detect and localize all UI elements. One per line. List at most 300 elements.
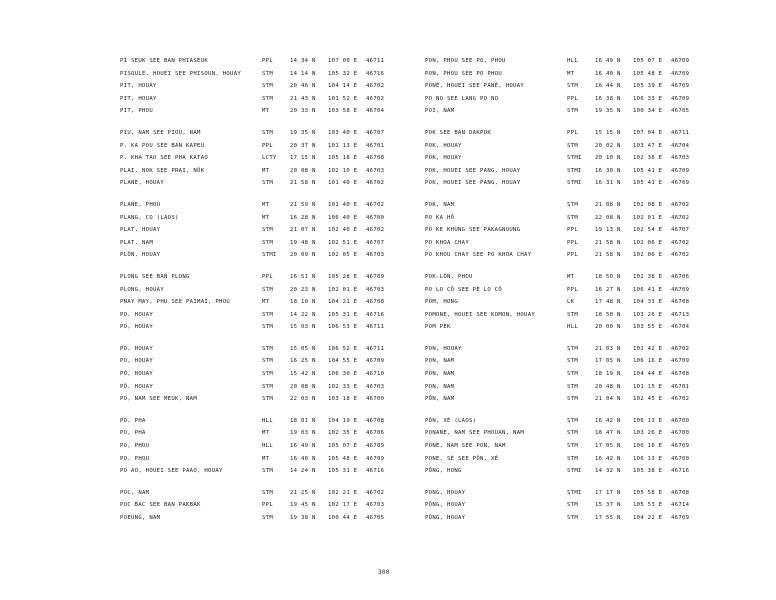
map-sheet: 46705 bbox=[366, 515, 385, 521]
feature-type: STM bbox=[262, 324, 274, 331]
feature-type: STM bbox=[262, 396, 274, 403]
latitude: 16 49 N bbox=[290, 443, 316, 450]
entry-group bbox=[120, 487, 390, 525]
longitude: 105 41 E bbox=[633, 180, 663, 187]
longitude: 104 44 E bbox=[633, 371, 663, 378]
map-sheet: 46702 bbox=[671, 239, 690, 246]
place-name: PO, NAM SEE MEUK, NAM bbox=[120, 396, 198, 403]
entry-group bbox=[120, 199, 390, 262]
longitude: 104 14 E bbox=[328, 83, 358, 90]
feature-type: HLL bbox=[262, 417, 274, 424]
longitude: 102 35 E bbox=[328, 430, 358, 437]
gazetteer-entry bbox=[425, 165, 695, 178]
longitude: 106 52 E bbox=[328, 345, 358, 352]
place-name: POC, NAM bbox=[120, 489, 150, 496]
longitude: 105 48 E bbox=[633, 70, 663, 77]
map-sheet: 46702 bbox=[366, 227, 385, 234]
feature-type: PPL bbox=[567, 227, 579, 234]
gazetteer-entry bbox=[425, 177, 695, 190]
place-name: PLONG SEE BAN PLONG bbox=[120, 273, 190, 280]
feature-type: STM bbox=[262, 345, 274, 352]
place-name: PO, HOUAY bbox=[120, 311, 154, 318]
longitude: 102 06 E bbox=[633, 239, 663, 246]
gazetteer-entry bbox=[425, 465, 695, 478]
feature-type: PPL bbox=[567, 95, 579, 102]
gazetteer-entry bbox=[425, 343, 695, 356]
place-name: PLANG, CO (LAOS) bbox=[120, 214, 179, 221]
feature-type: STM bbox=[567, 311, 579, 318]
gazetteer-entry bbox=[425, 212, 695, 225]
feature-type: MT bbox=[262, 299, 270, 306]
latitude: 18 01 N bbox=[290, 417, 316, 424]
gazetteer-entry bbox=[120, 465, 390, 478]
latitude: 22 08 N bbox=[595, 214, 621, 221]
longitude: 102 10 E bbox=[328, 167, 358, 174]
longitude: 103 58 E bbox=[328, 108, 358, 115]
entry-group bbox=[425, 199, 695, 262]
feature-type: MT bbox=[262, 108, 270, 115]
feature-type: STM bbox=[262, 83, 274, 90]
latitude: 19 45 N bbox=[290, 502, 316, 509]
latitude: 21 25 N bbox=[290, 489, 316, 496]
gazetteer-entry bbox=[425, 355, 695, 368]
map-sheet: 46701 bbox=[366, 142, 385, 149]
latitude: 14 24 N bbox=[290, 468, 316, 475]
map-sheet: 46703 bbox=[366, 286, 385, 293]
map-sheet: 46711 bbox=[366, 345, 385, 352]
entry-group bbox=[120, 415, 390, 478]
longitude: 102 33 E bbox=[328, 383, 358, 390]
latitude: 15 05 N bbox=[290, 345, 316, 352]
entry-group bbox=[120, 127, 390, 190]
place-name: PO NO SEE LANG PO NO bbox=[425, 95, 499, 102]
place-name: PON, NAM bbox=[425, 371, 455, 378]
map-sheet: 46703 bbox=[671, 155, 690, 162]
latitude: 15 37 N bbox=[595, 502, 621, 509]
longitude: 103 26 E bbox=[633, 311, 663, 318]
feature-type: STM bbox=[262, 95, 274, 102]
map-sheet: 46703 bbox=[366, 383, 385, 390]
map-sheet: 46702 bbox=[366, 95, 385, 102]
place-name: PO AO, HOUEI SEE PAAO, HOUAY bbox=[120, 468, 223, 475]
gazetteer-entry bbox=[120, 271, 390, 284]
map-sheet: 46710 bbox=[366, 371, 385, 378]
map-sheet: 46716 bbox=[366, 311, 385, 318]
place-name: PI SEUK SEE BAN PHIASEUK bbox=[120, 58, 209, 64]
map-sheet: 46707 bbox=[671, 227, 690, 234]
place-name: POI, NAM bbox=[425, 108, 455, 115]
gazetteer-entry bbox=[120, 199, 390, 212]
place-name: POM PÈK bbox=[425, 324, 451, 331]
latitude: 20 10 N bbox=[595, 155, 621, 162]
feature-type: PPL bbox=[567, 252, 579, 259]
longitude: 101 40 E bbox=[328, 180, 358, 187]
map-sheet: 46709 bbox=[671, 515, 690, 521]
gazetteer-entry bbox=[120, 93, 390, 106]
gazetteer-entry bbox=[425, 127, 695, 140]
feature-type: MT bbox=[567, 70, 575, 77]
gazetteer-entry bbox=[425, 271, 695, 284]
gazetteer-entry bbox=[425, 140, 695, 153]
feature-type: STM bbox=[567, 371, 579, 378]
feature-type: STM bbox=[262, 468, 274, 475]
map-sheet: 46702 bbox=[671, 201, 690, 208]
place-name: PLAT, NAM bbox=[120, 239, 154, 246]
place-name: PÔNG, HOUAY bbox=[425, 502, 466, 509]
place-name: POK SEE BAN DAKPOK bbox=[425, 129, 492, 136]
longitude: 102 01 E bbox=[633, 214, 663, 221]
latitude: 20 37 N bbox=[290, 142, 316, 149]
place-name: PONG, HOUAY bbox=[425, 489, 466, 496]
feature-type: LCTY bbox=[262, 155, 277, 162]
map-sheet: 46716 bbox=[366, 468, 385, 475]
map-sheet: 46709 bbox=[671, 167, 690, 174]
longitude: 105 32 E bbox=[328, 70, 358, 77]
longitude: 102 17 E bbox=[328, 502, 358, 509]
latitude: 15 03 N bbox=[290, 324, 316, 331]
entry-group bbox=[425, 343, 695, 406]
latitude: 16 44 N bbox=[595, 83, 621, 90]
left-column bbox=[120, 55, 390, 534]
place-name: PO, PHOU bbox=[120, 443, 150, 450]
latitude: 17 55 N bbox=[595, 515, 621, 521]
feature-type: STM bbox=[262, 239, 274, 246]
feature-type: PPL bbox=[567, 286, 579, 293]
place-name: PO, HOUAY bbox=[120, 345, 154, 352]
feature-type: STM bbox=[262, 371, 274, 378]
gazetteer-entry bbox=[425, 199, 695, 212]
place-name: PLAI, NOK SEE PRAI, NÔK bbox=[120, 167, 205, 174]
feature-type: STM bbox=[567, 430, 579, 437]
feature-type: LK bbox=[567, 299, 575, 306]
map-sheet: 46711 bbox=[671, 129, 690, 136]
map-sheet: 46700 bbox=[671, 430, 690, 437]
map-sheet: 46707 bbox=[366, 239, 385, 246]
entry-group bbox=[425, 271, 695, 334]
map-sheet: 46703 bbox=[366, 167, 385, 174]
feature-type: MT bbox=[262, 430, 270, 437]
longitude: 105 39 E bbox=[633, 83, 663, 90]
latitude: 19 38 N bbox=[290, 515, 316, 521]
feature-type: STM bbox=[567, 455, 579, 462]
longitude: 102 40 E bbox=[328, 227, 358, 234]
longitude: 105 41 E bbox=[633, 167, 663, 174]
place-name: PO KHOU CHAY SEE PO KHOA CHAY bbox=[425, 252, 532, 259]
longitude: 105 28 E bbox=[328, 273, 358, 280]
gazetteer-entry bbox=[425, 427, 695, 440]
place-name: PO, PHOU bbox=[120, 455, 150, 462]
longitude: 102 08 E bbox=[633, 201, 663, 208]
feature-type: STM bbox=[567, 515, 579, 521]
map-sheet: 46709 bbox=[671, 358, 690, 365]
longitude: 104 21 E bbox=[328, 299, 358, 306]
map-sheet: 46702 bbox=[366, 83, 385, 90]
place-name: PÔ, HOUAY bbox=[120, 383, 154, 390]
gazetteer-entry bbox=[120, 499, 390, 512]
gazetteer-entry bbox=[425, 68, 695, 81]
place-name: PLONG, HOUAY bbox=[120, 286, 165, 293]
entry-group bbox=[120, 343, 390, 406]
feature-type: STM bbox=[262, 489, 274, 496]
longitude: 107 04 E bbox=[633, 129, 663, 136]
gazetteer-entry bbox=[120, 165, 390, 178]
gazetteer-entry bbox=[120, 512, 390, 525]
feature-type: STM bbox=[567, 396, 579, 403]
map-sheet: 46716 bbox=[366, 70, 385, 77]
gazetteer-entry bbox=[120, 237, 390, 250]
latitude: 16 42 N bbox=[595, 417, 621, 424]
longitude: 106 16 E bbox=[633, 358, 663, 365]
longitude: 105 38 E bbox=[633, 468, 663, 475]
gazetteer-entry bbox=[425, 309, 695, 322]
place-name: PÔNG, HONG bbox=[425, 468, 462, 475]
place-name: PÔ, HOUAY bbox=[120, 371, 154, 378]
longitude: 102 42 E bbox=[633, 345, 663, 352]
latitude: 14 32 N bbox=[595, 468, 621, 475]
latitude: 16 38 N bbox=[595, 95, 621, 102]
map-sheet: 46709 bbox=[671, 83, 690, 90]
longitude: 105 58 E bbox=[633, 489, 663, 496]
latitude: 20 09 N bbox=[290, 252, 316, 259]
place-name: PLANE, PHOU bbox=[120, 201, 161, 208]
longitude: 103 26 E bbox=[633, 430, 663, 437]
gazetteer-entry bbox=[425, 284, 695, 297]
entry-group bbox=[120, 55, 390, 118]
longitude: 101 52 E bbox=[328, 95, 358, 102]
page-number: 300 bbox=[378, 569, 390, 576]
map-sheet: 46708 bbox=[366, 417, 385, 424]
feature-type: MT bbox=[262, 455, 270, 462]
longitude: 106 41 E bbox=[633, 286, 663, 293]
feature-type: MT bbox=[567, 273, 575, 280]
feature-type: HLL bbox=[567, 324, 579, 331]
place-name: PON, PHOU SEE PO, PHOU bbox=[425, 58, 506, 64]
gazetteer-entry bbox=[425, 105, 695, 118]
longitude: 103 40 E bbox=[328, 129, 358, 136]
map-sheet: 46716 bbox=[671, 468, 690, 475]
feature-type: PPL bbox=[262, 142, 274, 149]
gazetteer-entry bbox=[120, 212, 390, 225]
place-name: POK, HOUEI SEE PANG, HOUAY bbox=[425, 180, 521, 187]
latitude: 21 03 N bbox=[595, 345, 621, 352]
gazetteer-entry bbox=[120, 393, 390, 406]
place-name: PÔNG, HOUAY bbox=[425, 515, 466, 521]
place-name: PONANE, NAM SEE PHOUAN, NAM bbox=[425, 430, 525, 437]
map-sheet: 46709 bbox=[671, 286, 690, 293]
feature-type: PPL bbox=[262, 502, 274, 509]
place-name: POM, HONG bbox=[425, 299, 459, 306]
place-name: PNAY MAY, PHU SEE PAIMAI, PHOU bbox=[120, 299, 231, 306]
longitude: 105 18 E bbox=[328, 155, 358, 162]
place-name: PISOULE, HOUEI SEE PHISOUN, HOUAY bbox=[120, 70, 242, 77]
place-name: PÔN, XÉ (LAOS) bbox=[425, 417, 477, 424]
place-name: POK, HOUEI SEE PANG, HOUAY bbox=[425, 167, 521, 174]
map-sheet: 46702 bbox=[366, 180, 385, 187]
latitude: 19 35 N bbox=[290, 129, 316, 136]
map-sheet: 46704 bbox=[671, 142, 690, 149]
feature-type: STMI bbox=[567, 468, 582, 475]
gazetteer-entry bbox=[425, 224, 695, 237]
gazetteer-entry bbox=[120, 80, 390, 93]
latitude: 21 43 N bbox=[290, 95, 316, 102]
feature-type: STM bbox=[567, 443, 579, 450]
gazetteer-entry bbox=[120, 224, 390, 237]
feature-type: STM bbox=[567, 83, 579, 90]
map-sheet: 46706 bbox=[366, 430, 385, 437]
longitude: 101 40 E bbox=[328, 201, 358, 208]
place-name: PO, PHA bbox=[120, 417, 146, 424]
feature-type: MT bbox=[262, 214, 270, 221]
place-name: POMONE, HOUEI SEE KOMON, HOUAY bbox=[425, 311, 536, 318]
feature-type: STM bbox=[567, 201, 579, 208]
map-sheet: 46706 bbox=[671, 273, 690, 280]
longitude: 106 40 E bbox=[328, 214, 358, 221]
map-sheet: 46711 bbox=[366, 324, 385, 331]
feature-type: STM bbox=[262, 358, 274, 365]
map-sheet: 46700 bbox=[366, 396, 385, 403]
latitude: 16 30 N bbox=[595, 167, 621, 174]
place-name: PIT, HOUAY bbox=[120, 95, 157, 102]
latitude: 16 25 N bbox=[290, 358, 316, 365]
feature-type: STM bbox=[567, 214, 579, 221]
latitude: 20 00 N bbox=[595, 324, 621, 331]
entry-group bbox=[425, 415, 695, 478]
longitude: 105 53 E bbox=[633, 502, 663, 509]
map-sheet: 46702 bbox=[366, 489, 385, 496]
entry-group bbox=[120, 271, 390, 334]
latitude: 20 08 N bbox=[290, 383, 316, 390]
gazetteer-entry bbox=[120, 177, 390, 190]
gazetteer-entry bbox=[425, 381, 695, 394]
place-name: PO, HOUAY bbox=[120, 358, 154, 365]
feature-type: STMI bbox=[262, 252, 277, 259]
place-name: PON, NAM bbox=[425, 358, 455, 365]
longitude: 102 01 E bbox=[328, 286, 358, 293]
latitude: 18 19 N bbox=[595, 371, 621, 378]
gazetteer-entry bbox=[120, 343, 390, 356]
place-name: PO, HOUAY bbox=[120, 324, 154, 331]
longitude: 103 47 E bbox=[633, 142, 663, 149]
map-sheet: 46714 bbox=[671, 502, 690, 509]
gazetteer-entry bbox=[120, 415, 390, 428]
feature-type: STMI bbox=[567, 167, 582, 174]
feature-type: STM bbox=[262, 70, 274, 77]
map-sheet: 46700 bbox=[671, 455, 690, 462]
longitude: 106 16 E bbox=[633, 443, 663, 450]
longitude: 105 31 E bbox=[328, 311, 358, 318]
entry-group bbox=[425, 127, 695, 190]
latitude: 17 05 N bbox=[595, 443, 621, 450]
latitude: 16 40 N bbox=[595, 70, 621, 77]
gazetteer-entry bbox=[120, 105, 390, 118]
feature-type: PPL bbox=[567, 239, 579, 246]
latitude: 18 47 N bbox=[595, 430, 621, 437]
map-sheet: 46705 bbox=[671, 108, 690, 115]
gazetteer-entry bbox=[425, 415, 695, 428]
latitude: 18 50 N bbox=[595, 311, 621, 318]
gazetteer-entry bbox=[425, 296, 695, 309]
feature-type: MT bbox=[262, 201, 270, 208]
latitude: 20 23 N bbox=[290, 286, 316, 293]
longitude: 106 13 E bbox=[633, 455, 663, 462]
feature-type: STM bbox=[262, 227, 274, 234]
latitude: 19 03 N bbox=[290, 430, 316, 437]
gazetteer-entry bbox=[120, 296, 390, 309]
gazetteer-entry bbox=[120, 427, 390, 440]
map-sheet: 46709 bbox=[366, 273, 385, 280]
place-name: PO LO CÔ SEE PÉ LO CÔ bbox=[425, 286, 503, 293]
latitude: 16 28 N bbox=[290, 214, 316, 221]
longitude: 102 51 E bbox=[328, 239, 358, 246]
place-name: PO, PHA bbox=[120, 430, 146, 437]
map-sheet: 46709 bbox=[671, 58, 690, 64]
longitude: 102 36 E bbox=[633, 155, 663, 162]
feature-type: STM bbox=[567, 417, 579, 424]
place-name: PON, HOUAY bbox=[425, 345, 462, 352]
latitude: 18 10 N bbox=[290, 299, 316, 306]
gazetteer-entry bbox=[120, 453, 390, 466]
latitude: 21 04 N bbox=[595, 396, 621, 403]
feature-type: STMI bbox=[567, 489, 582, 496]
latitude: 16 40 N bbox=[290, 455, 316, 462]
map-sheet: 46709 bbox=[671, 443, 690, 450]
map-sheet: 46702 bbox=[671, 252, 690, 259]
longitude: 105 07 E bbox=[328, 443, 358, 450]
place-name: PO KE KHUNG SEE PAKAGNOUNG bbox=[425, 227, 521, 234]
feature-type: STM bbox=[262, 383, 274, 390]
longitude: 106 13 E bbox=[633, 417, 663, 424]
latitude: 17 17 N bbox=[595, 489, 621, 496]
place-name: PLÔN, HOUAY bbox=[120, 252, 161, 259]
feature-type: STM bbox=[567, 345, 579, 352]
feature-type: STM bbox=[567, 358, 579, 365]
map-sheet: 46702 bbox=[671, 345, 690, 352]
place-name: PLANE, HOUAY bbox=[120, 180, 165, 187]
map-sheet: 46703 bbox=[366, 252, 385, 259]
gazetteer-entry bbox=[120, 127, 390, 140]
gazetteer-entry bbox=[120, 68, 390, 81]
feature-type: PPL bbox=[262, 273, 274, 280]
longitude: 106 33 E bbox=[633, 95, 663, 102]
longitude: 105 07 E bbox=[633, 58, 663, 64]
latitude: 16 31 N bbox=[595, 180, 621, 187]
longitude: 104 55 E bbox=[328, 358, 358, 365]
latitude: 15 15 N bbox=[595, 129, 621, 136]
longitude: 100 34 E bbox=[633, 108, 663, 115]
map-sheet: 46702 bbox=[671, 396, 690, 403]
latitude: 16 49 N bbox=[595, 58, 621, 64]
gazetteer-entry bbox=[425, 512, 695, 525]
latitude: 21 08 N bbox=[595, 201, 621, 208]
latitude: 19 13 N bbox=[595, 227, 621, 234]
feature-type: STM bbox=[567, 502, 579, 509]
latitude: 16 27 N bbox=[595, 286, 621, 293]
place-name: PON, NAM bbox=[425, 383, 455, 390]
longitude: 102 45 E bbox=[633, 396, 663, 403]
place-name: PONE, NAM SEE PON, NAM bbox=[425, 443, 506, 450]
map-sheet: 46709 bbox=[671, 180, 690, 187]
feature-type: STM bbox=[262, 286, 274, 293]
longitude: 106 53 E bbox=[328, 324, 358, 331]
latitude: 16 51 N bbox=[290, 273, 316, 280]
place-name: PIU, NAM SEE PIOU, NAM bbox=[120, 129, 201, 136]
longitude: 101 13 E bbox=[328, 142, 358, 149]
gazetteer-entry bbox=[120, 249, 390, 262]
map-sheet: 46701 bbox=[671, 383, 690, 390]
gazetteer-entry bbox=[425, 487, 695, 500]
map-sheet: 46700 bbox=[671, 417, 690, 424]
gazetteer-entry bbox=[120, 368, 390, 381]
